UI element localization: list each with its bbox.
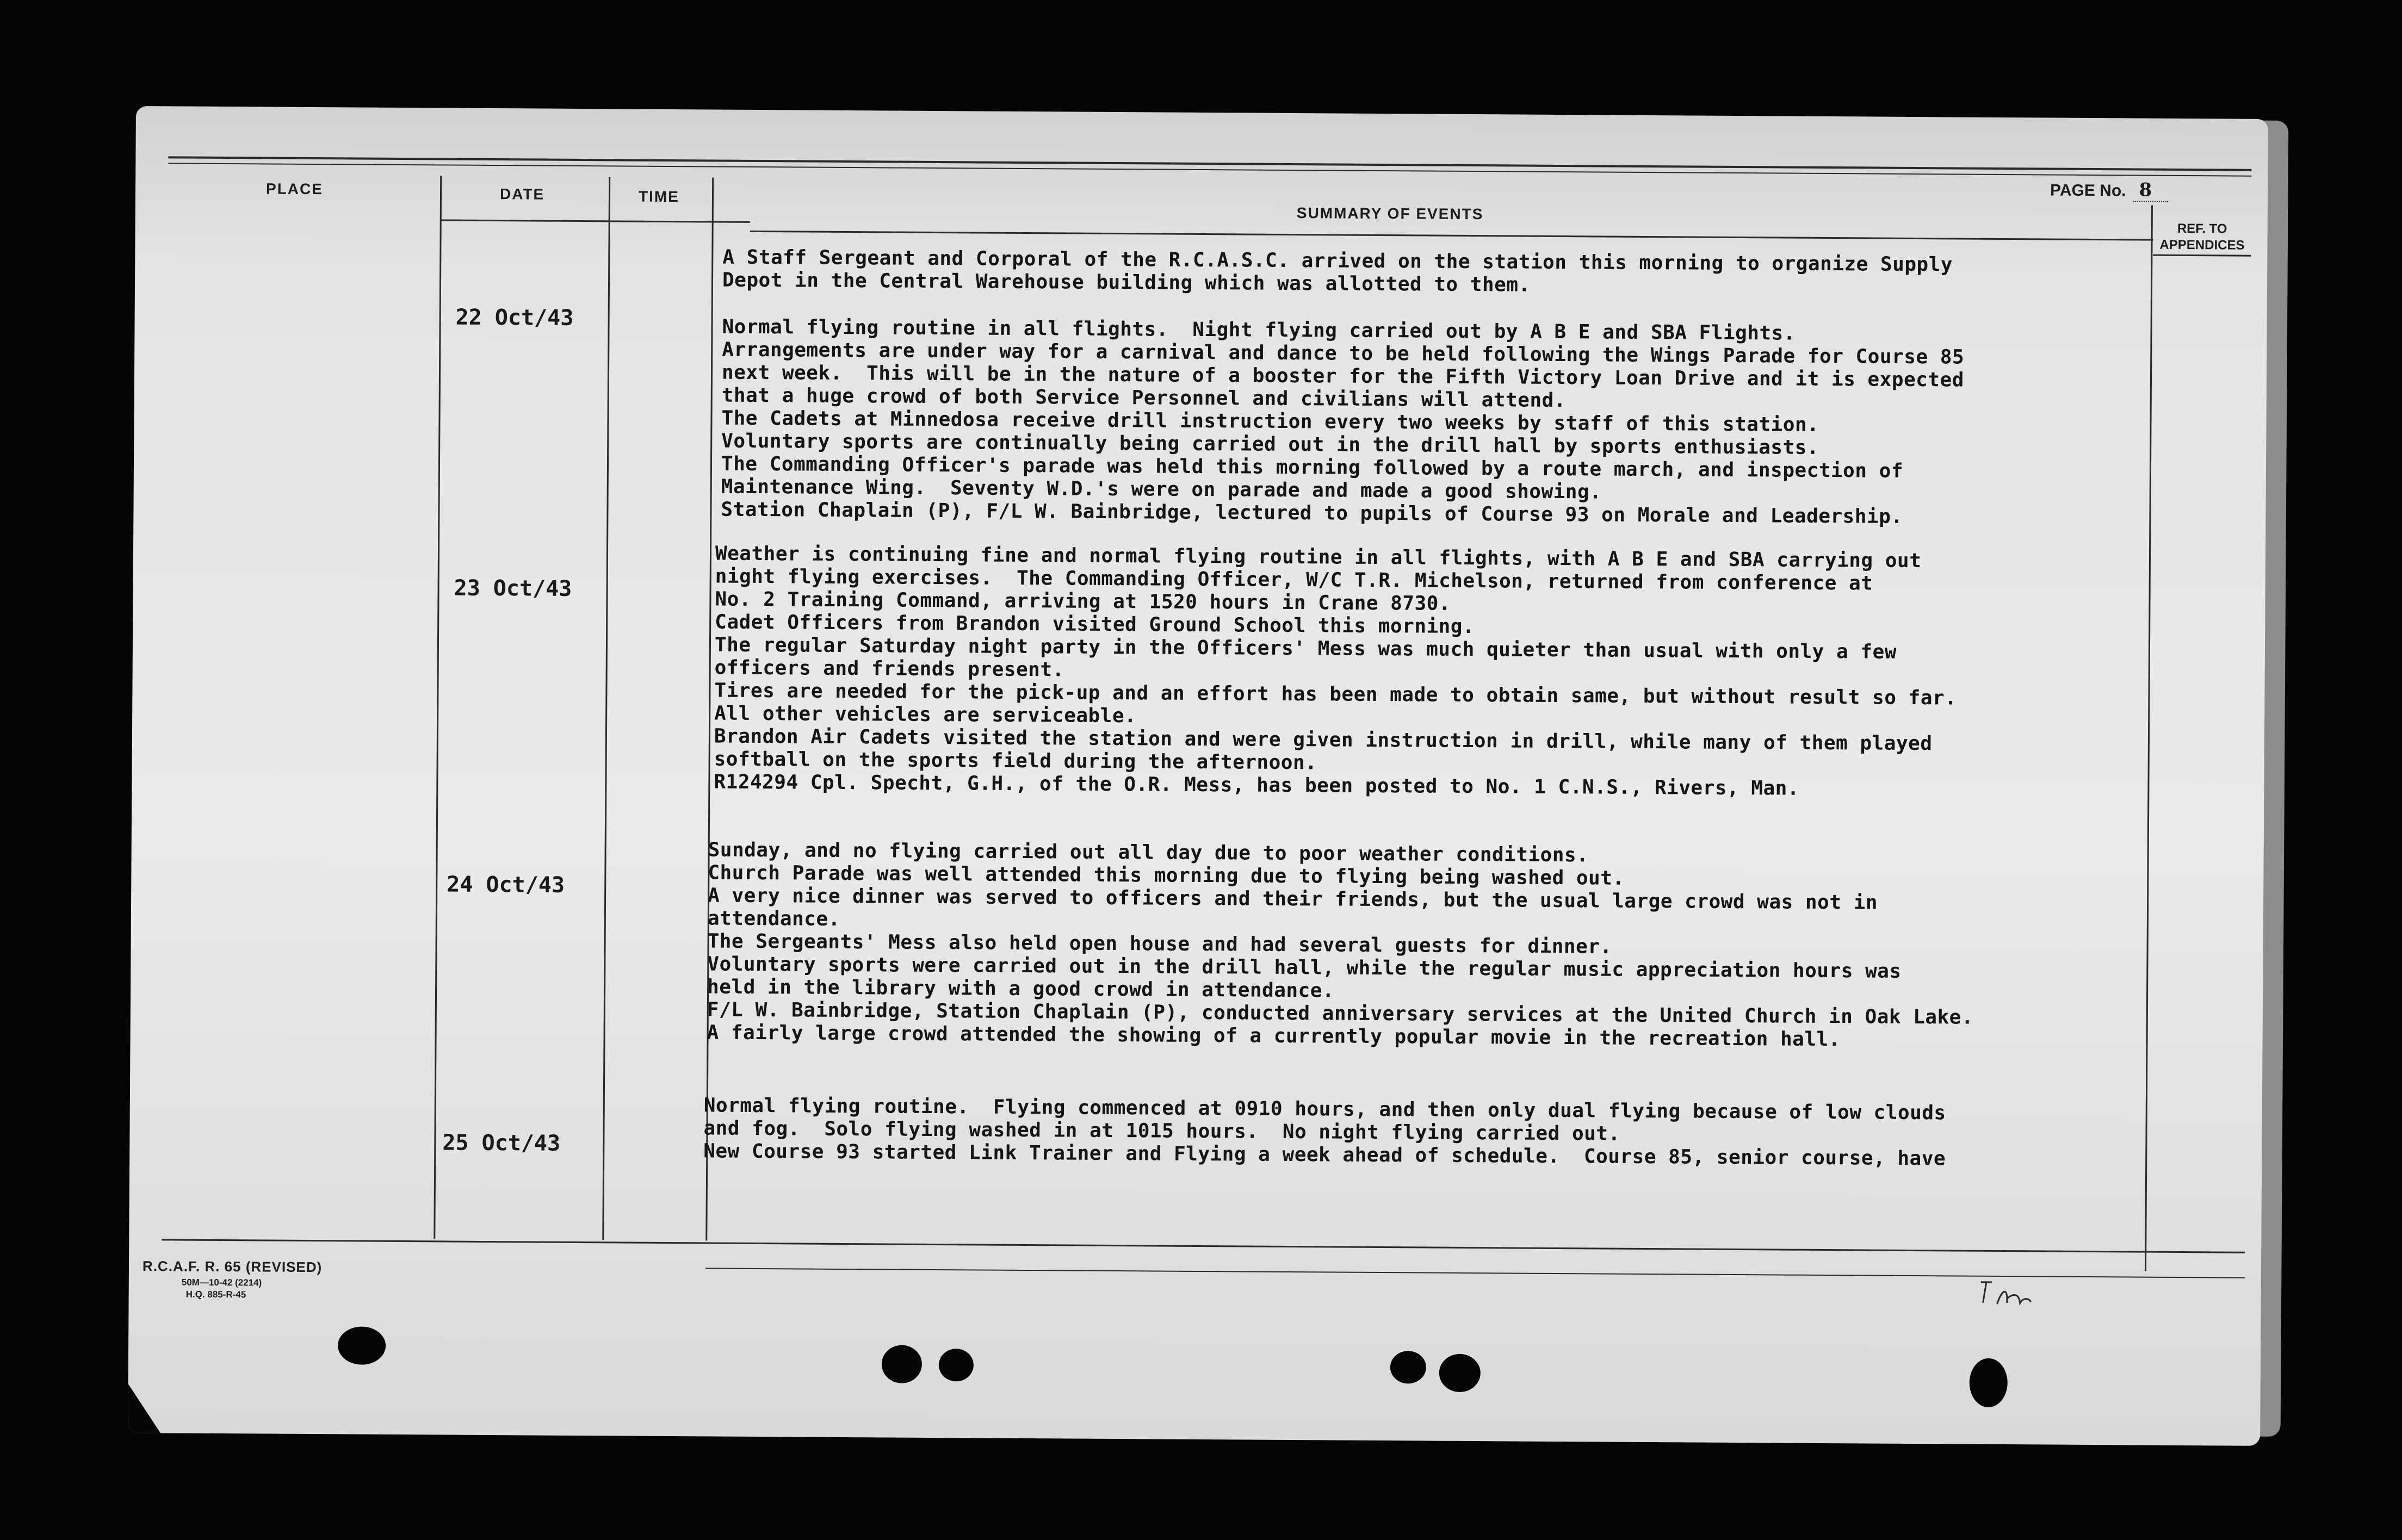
event-line: The Sergeants' Mess also held open house and had several guests for dinner. [707, 930, 1612, 958]
event-line: The Cadets at Minnedosa receive drill instruction every two weeks by staff of this station. [721, 407, 1819, 436]
header-time: TIME [638, 188, 679, 206]
col-divider-date-time [602, 177, 610, 1240]
event-line: R124294 Cpl. Specht, G.H., of the O.R. Mess, has been posted to No. 1 C.N.S., Rivers, Man. [714, 771, 1800, 800]
event-line: Church Parade was well attended this morning due to flying being washed out. [708, 861, 1625, 890]
event-line: Station Chaplain (P), F/L W. Bainbridge, lectured to pupils of Course 93 on Morale and Leadership. [721, 498, 1903, 528]
event-line: Arrangements are under way for a carnival and dance to be held following the Wings Parade for Course 85 [722, 338, 1965, 369]
header-rule-left [440, 219, 750, 222]
event-line: that a huge crowd of both Service Personnel and civilians will attend. [721, 384, 1567, 412]
entry-date: 23 Oct/43 [454, 575, 572, 601]
punch-hole [1969, 1358, 2008, 1407]
event-line: officers and friends present. [714, 656, 1064, 681]
event-line: Voluntary sports are continually being carried out in the drill hall by sports enthusiasts. [721, 430, 1819, 459]
top-rule-2 [168, 163, 2251, 176]
col-divider-time-summary [705, 177, 714, 1240]
entry-date: 25 Oct/43 [442, 1130, 561, 1156]
col-divider-place-date [434, 176, 442, 1239]
torn-corner [128, 1384, 172, 1446]
handwritten-initials [1976, 1277, 2041, 1310]
form-line-1: R.C.A.F. R. 65 (REVISED) [142, 1258, 323, 1276]
event-line: next week. This will be in the nature of a booster for the Fifth Victory Loan Drive and it is expected [721, 361, 1965, 392]
form-line-2: 50M—10-42 (2214) [181, 1277, 262, 1288]
header-rule-ref [2153, 254, 2251, 257]
header-summary: SUMMARY OF EVENTS [1296, 204, 1484, 223]
entry-date: 24 Oct/43 [447, 872, 565, 898]
faded-stamp [1178, 1306, 1526, 1346]
event-line: Tires are needed for the pick-up and an effort has been made to obtain same, but without result so far. [714, 679, 1957, 710]
event-line: A very nice dinner was served to officers and their friends, but the usual large crowd was not in [708, 884, 1878, 914]
summary-of-events [703, 246, 2137, 1170]
event-line: New Course 93 started Link Trainer and Flying a week ahead of schedule. Course 85, senior course, have [703, 1140, 1946, 1170]
ref-line-2: APPENDICES [2159, 237, 2245, 253]
punch-hole [1439, 1354, 1481, 1392]
event-line: Cadet Officers from Brandon visited Ground School this morning. [715, 611, 1475, 638]
punch-hole [1390, 1351, 1426, 1383]
entry-date: 22 Oct/43 [455, 305, 574, 331]
bottom-rule [162, 1239, 2245, 1253]
event-line: Maintenance Wing. Seventy W.D.'s were on parade and made a good showing. [721, 475, 1602, 504]
diary-sheet [128, 106, 2268, 1446]
event-line: attendance. [707, 907, 840, 930]
page-number-value: 8 [2133, 179, 2168, 202]
event-line: F/L W. Bainbridge, Station Chaplain (P), conducted anniversary services at the United Church in Oak Lake. [707, 998, 1974, 1029]
page-label: PAGE No. [2050, 181, 2126, 200]
event-line: Brandon Air Cadets visited the station and were given instruction in drill, while many of them played [714, 725, 1933, 755]
event-line: Normal flying routine. Flying commenced at 0910 hours, and then only dual flying because of low clouds [703, 1094, 1946, 1125]
header-rule-summary [750, 231, 2153, 241]
event-line: The regular Saturday night party in the Officers' Mess was much quieter than usual with only a few [714, 634, 1897, 663]
page-number-field [2050, 179, 2168, 201]
event-line: The Commanding Officer's parade was held this morning followed by a route march, and inspection of [721, 452, 1904, 482]
header-date: DATE [499, 185, 545, 203]
punch-hole [939, 1349, 974, 1381]
punch-hole [338, 1326, 386, 1365]
event-line: held in the library with a good crowd in attendance. [707, 976, 1335, 1002]
col-divider-summary-ref [2145, 206, 2153, 1271]
event-line: Voluntary sports were carried out in the drill hall, while the regular music appreciation hours was [707, 953, 1902, 983]
event-line: Depot in the Central Warehouse building which was allotted to them. [722, 269, 1531, 296]
form-number [143, 1258, 323, 1301]
event-line: A Staff Sergeant and Corporal of the R.C.A.S.C. arrived on the station this morning to organize Supply [722, 246, 1953, 276]
form-line-3: H.Q. 885-R-45 [185, 1289, 246, 1300]
event-line: All other vehicles are serviceable. [714, 702, 1137, 728]
event-line: and fog. Solo flying washed in at 1015 hours. No night flying carried out. [703, 1117, 1620, 1145]
punch-hole [882, 1345, 922, 1383]
event-line: softball on the sports field during the afternoon. [714, 748, 1317, 774]
event-line: Weather is continuing fine and normal flying routine in all flights, with A B E and SBA carrying out [715, 542, 1922, 573]
ref-line-1: REF. TO [2177, 221, 2227, 237]
event-line: night flying exercises. The Commanding Officer, W/C T.R. Michelson, returned from conference at [715, 565, 1873, 595]
event-line: Normal flying routine in all flights. Night flying carried out by A B E and SBA Flights. [722, 315, 1796, 345]
event-line: No. 2 Training Command, arriving at 1520 hours in Crane 8730. [715, 588, 1451, 615]
header-ref-appendices [2147, 221, 2256, 254]
event-line: Sunday, and no flying carried out all day due to poor weather conditions. [708, 839, 1589, 867]
header-place: PLACE [265, 180, 324, 198]
event-line: A fairly large crowd attended the showing of a currently popular movie in the recreation hall. [707, 1021, 1841, 1051]
